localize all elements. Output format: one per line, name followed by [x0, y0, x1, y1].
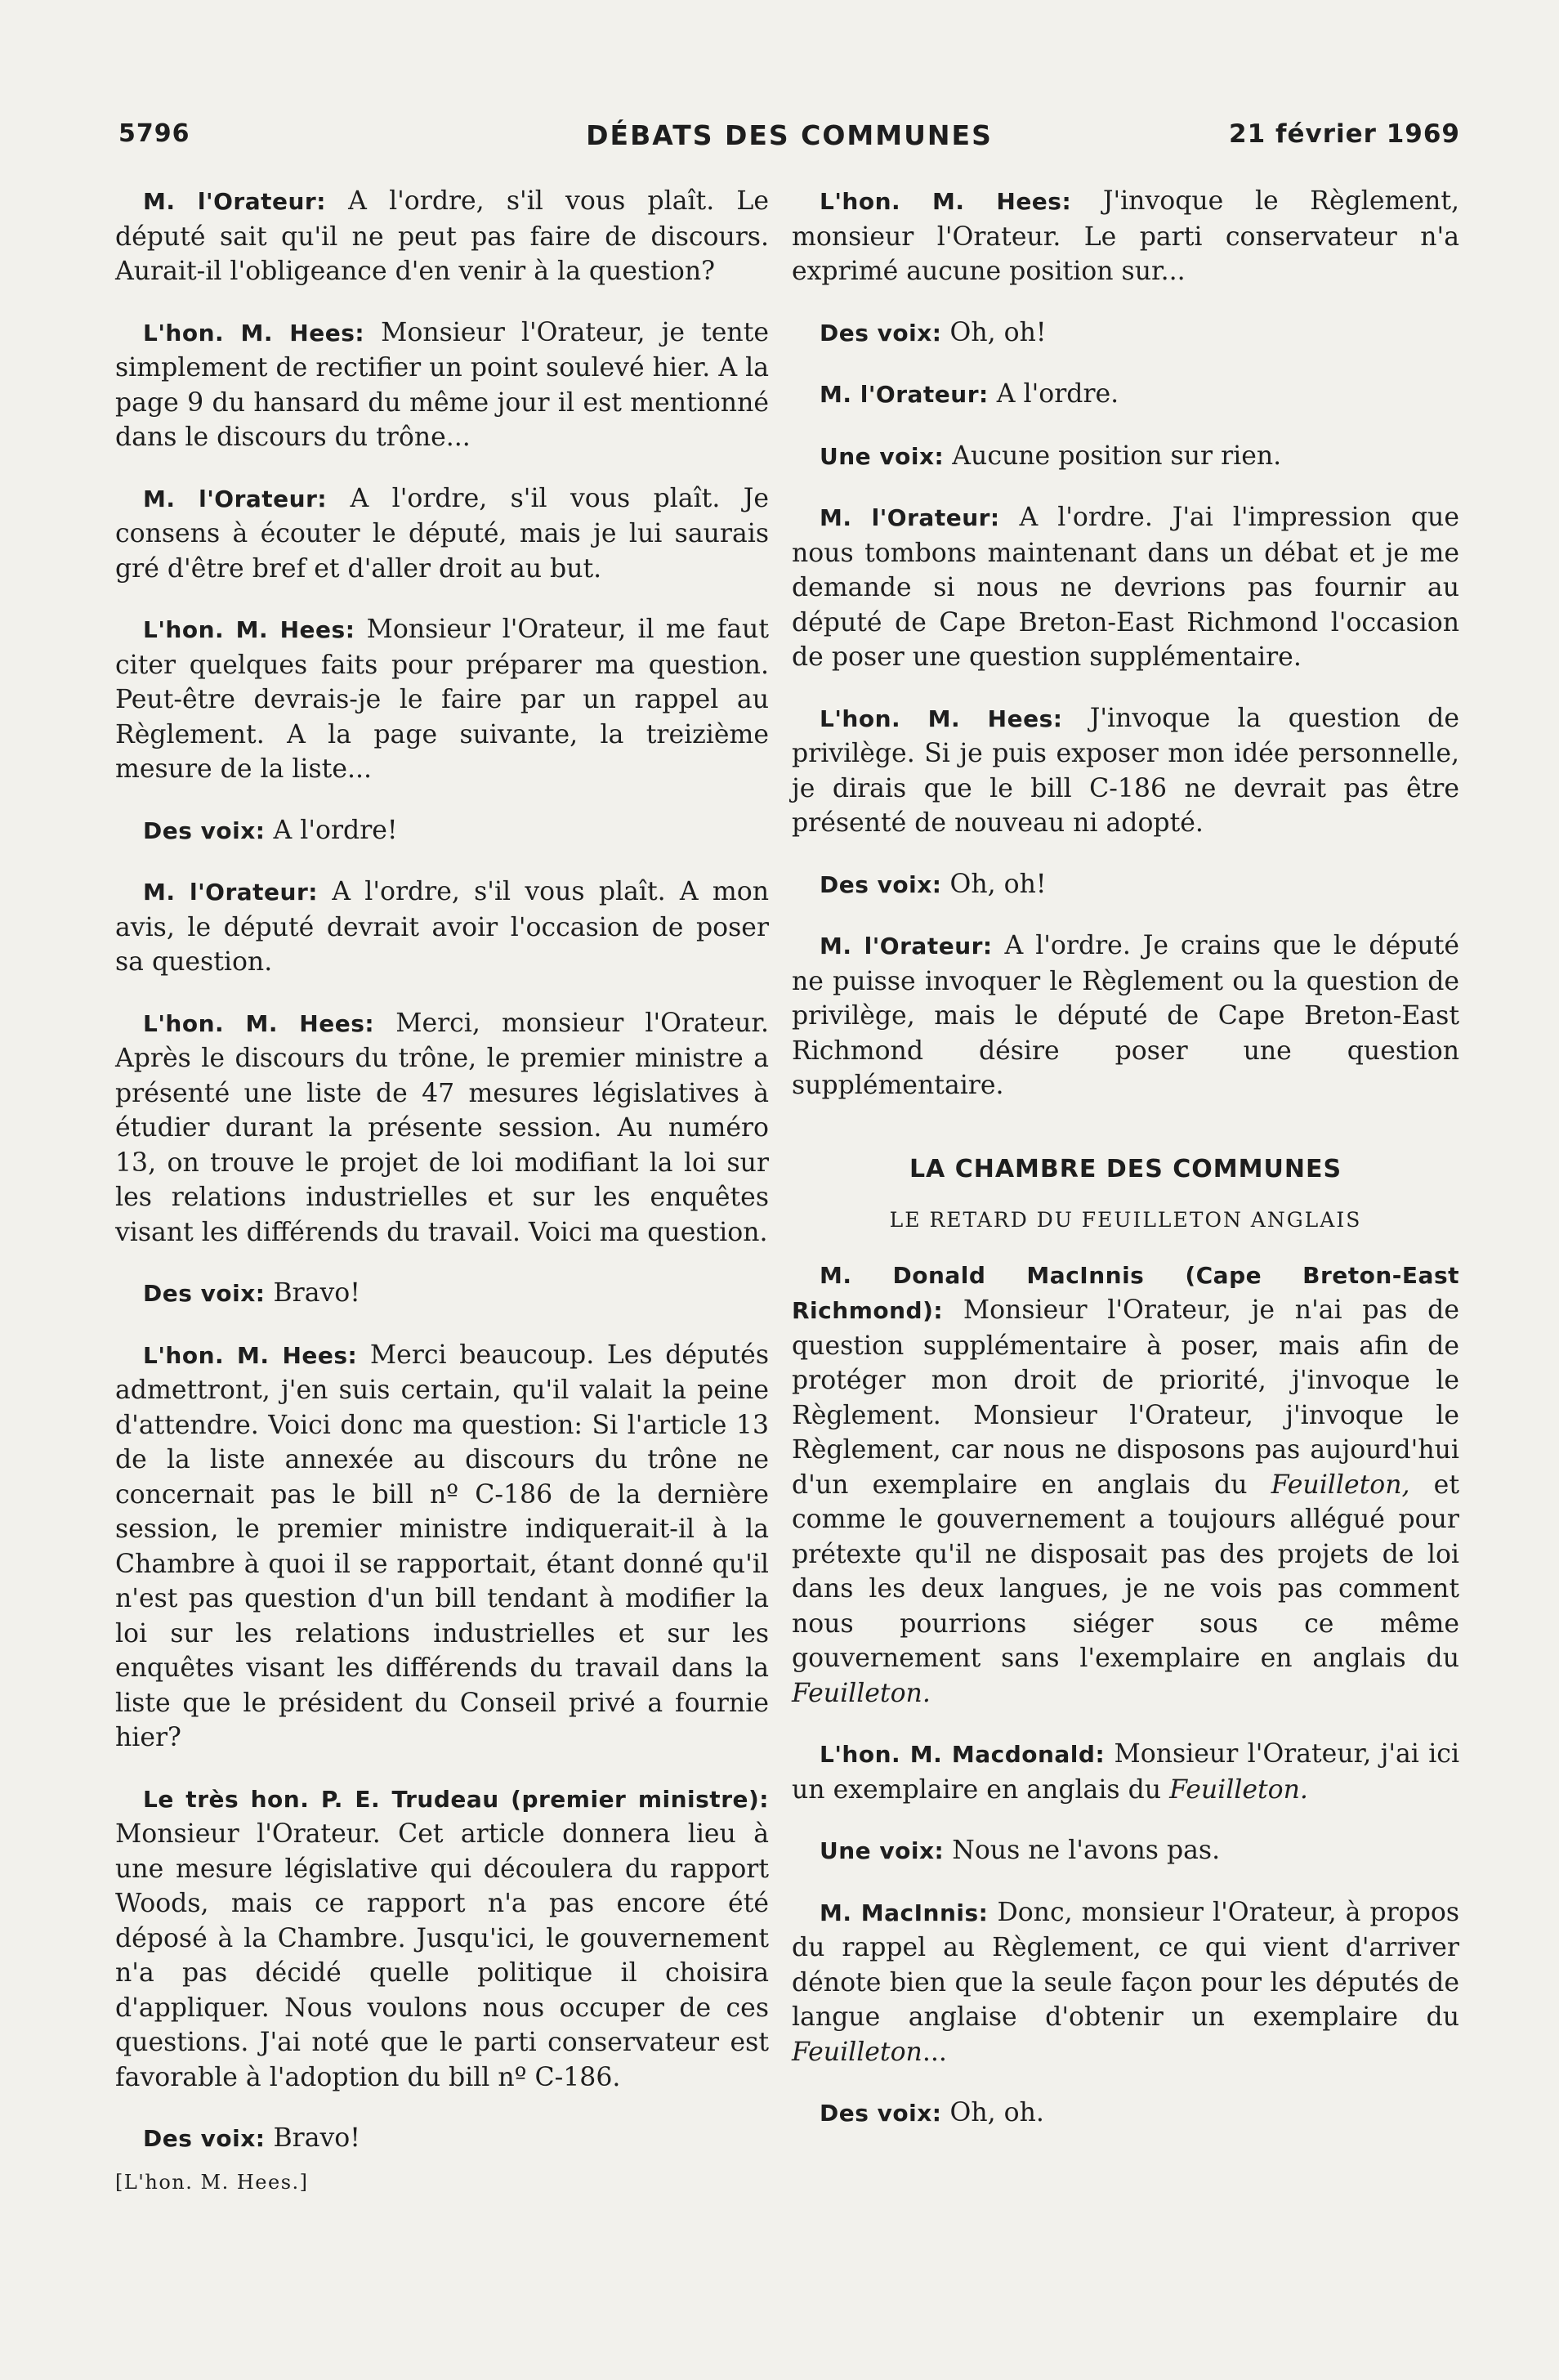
speech-text: Monsieur l'Orateur, je n'ai pas de question supplémentaire à poser, mais afin de protéger mon droit de priorité, j'invoque le Règlement. Monsieur l'Orateur, j'invoque le Règlement, car nous ne disposons pas aujourd'hui d'un exemplaire en anglais du [792, 1295, 1459, 1500]
speaker: L'hon. M. Macdonald: [820, 1741, 1106, 1768]
paragraph [115, 1338, 769, 1756]
left-column [115, 184, 769, 2219]
paragraph [792, 1833, 1459, 1869]
section-title: LA CHAMBRE DES COMMUNES [909, 1154, 1342, 1183]
speaker: M. l'Orateur: [143, 879, 318, 906]
speaker: M. l'Orateur: [820, 504, 1000, 531]
speech-text: Merci beaucoup. Les députés admettront, j'en suis certain, qu'il valait la peine d'attendre. Voici donc ma question: Si l'article 13 de la liste annexée au discours du trône ne concernait pas le bill nº C-186 de la dernière session, le premier ministre indiquerait-il à la Chambre à quoi il se rapportait, étant donné qu'il n'est pas question d'un bill tendant à modifier la loi sur les relations industrielles et sur les enquêtes visant les différends du travail dans la liste que le président du Conseil privé a fournie hier? [115, 1340, 769, 1752]
speech-text: Monsieur l'Orateur, je tente simplement de rectifier un point soulevé hier. A la page 9 du hansard du même jour il est mentionné dans le discours du trône... [115, 317, 769, 452]
speech-text: et comme le gouvernement a toujours allégué pour prétexte qu'il ne disposait pas des projets de loi dans les deux langues, je ne vois pas comment nous pourrions siéger sous ce même gouvernement sans l'exemplaire en anglais du [792, 1470, 1459, 1673]
paragraph [115, 813, 769, 849]
paragraph [115, 1006, 769, 1250]
speaker: Des voix: [143, 1280, 266, 1307]
speech-text: Monsieur l'Orateur. Cet article donnera lieu à une mesure législative qui découlera du rapport Woods, mais ce rapport n'a pas encore été déposé à la Chambre. Jusqu'ici, le gouvernement n'a pas décidé quelle politique il choisira d'appliquer. Nous voulons nous occuper de ces questions. J'ai noté que le parti conservateur est favorable à l'adoption du bill nº C-186. [115, 1819, 769, 2092]
paragraph [792, 315, 1459, 351]
paragraph [115, 2121, 769, 2157]
paragraph [115, 184, 769, 289]
speaker: L'hon. M. Hees: [820, 188, 1072, 215]
page-number: 5796 [118, 119, 190, 148]
speech-text: Nous ne l'avons pas. [952, 1836, 1221, 1865]
speech-text: A l'ordre! [273, 815, 398, 845]
paragraph [792, 2096, 1459, 2132]
speech-text: A l'ordre, s'il vous plaît. Je consens à écouter le député, mais je lui saurais gré d'être bref et d'aller droit au but. [115, 483, 769, 584]
italic-title: Feuilleton [792, 2037, 922, 2067]
speaker: Des voix: [820, 870, 942, 898]
speech-text: Oh, oh. [949, 2098, 1044, 2127]
paragraph [792, 439, 1459, 475]
speech-text: A l'ordre, s'il vous plaît. Le député sait qu'il ne peut pas faire de discours. Aurait-il l'obligeance d'en venir à la question? [115, 186, 769, 286]
speech-text: J'invoque la question de privilège. Si je puis exposer mon idée personnelle, je dirais que le bill C-186 ne devrait pas être présenté de nouveau ni adopté. [792, 703, 1459, 838]
speaker: M. l'Orateur: [143, 188, 326, 215]
speech-text: Donc, monsieur l'Orateur, à propos du rappel au Règlement, ce qui vient d'arriver dénote bien que la seule façon pour les députés de langue anglaise d'obtenir un exemplaire du [792, 1897, 1459, 2032]
paragraph [115, 875, 769, 980]
paragraph [115, 315, 769, 455]
speaker: L'hon. M. Hees: [143, 319, 365, 347]
paragraph [792, 701, 1459, 841]
italic-title: Feuilleton, [1271, 1470, 1410, 1500]
paragraph [792, 867, 1459, 903]
speech-text: Aucune position sur rien. [952, 441, 1282, 471]
speaker: M. MacInnis: [820, 1899, 989, 1926]
speaker: M. Donald MacInnis (Cape Breton-East Richmond): [792, 1261, 1459, 1324]
speech-text: Oh, oh! [949, 869, 1047, 899]
paragraph [792, 184, 1459, 289]
paragraph [115, 481, 769, 587]
paragraph [115, 612, 769, 787]
speaker-footnote: [L'hon. M. Hees.] [115, 2170, 309, 2194]
speech-text: ... [922, 2037, 947, 2067]
speaker: Des voix: [820, 319, 942, 347]
speaker: L'hon. M. Hees: [143, 1341, 358, 1369]
paragraph [115, 1782, 769, 2096]
speech-text: J'invoque le Règlement, monsieur l'Orateur. Le parti conservateur n'a exprimé aucune position sur... [792, 186, 1459, 286]
speaker: Une voix: [820, 442, 945, 470]
italic-title: Feuilleton. [792, 1678, 931, 1708]
paragraph [792, 928, 1459, 1103]
speaker: Des voix: [820, 2100, 942, 2127]
speaker: L'hon. M. Hees: [143, 1009, 375, 1037]
speaker: Le très hon. P. E. Trudeau (premier ministre): [143, 1785, 769, 1813]
speech-text: Bravo! [273, 2123, 360, 2153]
speaker: Une voix: [820, 1837, 945, 1864]
speaker: Des voix: [143, 816, 266, 844]
speech-text: Oh, oh! [949, 317, 1047, 347]
speech-text: Monsieur l'Orateur, il me faut citer quelques faits pour préparer ma question. Peut-être devrais-je le faire par un rappel au Règlement. A la page suivante, la treizième mesure de la liste... [115, 615, 769, 784]
paragraph [792, 1258, 1459, 1711]
paragraph [115, 1276, 769, 1312]
speech-text: A l'ordre. J'ai l'impression que nous tombons maintenant dans un débat et je me demande si nous ne devrions pas fournir au député de Cape Breton-East Richmond l'occasion de poser une question supplémentaire. [792, 503, 1459, 672]
paragraph [792, 1737, 1459, 1807]
speech-text: A l'ordre, s'il vous plaît. A mon avis, le député devrait avoir l'occasion de poser sa question. [115, 877, 769, 977]
right-column [792, 184, 1459, 2158]
italic-title: Feuilleton. [1169, 1774, 1308, 1805]
speech-text: Merci, monsieur l'Orateur. Après le discours du trône, le premier ministre a présenté une liste de 47 mesures législatives à étudier durant la présente session. Au numéro 13, on trouve le projet de loi modifiant la loi sur les relations industrielles et sur les enquêtes visant les différends du travail. Voici ma question. [115, 1008, 769, 1247]
paragraph [792, 377, 1459, 413]
page-header [118, 119, 1460, 157]
page-date: 21 février 1969 [1229, 119, 1460, 149]
running-title: DÉBATS DES COMMUNES [586, 119, 993, 151]
speaker: M. l'Orateur: [820, 381, 989, 408]
speech-text: Bravo! [273, 1278, 360, 1308]
speech-text: A l'ordre. [996, 379, 1119, 409]
speaker: M. l'Orateur: [143, 485, 328, 512]
speaker: Des voix: [143, 2125, 266, 2152]
speech-text: A l'ordre. Je crains que le député ne puisse invoquer le Règlement ou la question de privilège, mais le député de Cape Breton-East Richmond désire poser une question supplémentaire. [792, 931, 1459, 1100]
speaker: M. l'Orateur: [820, 933, 993, 960]
paragraph [792, 500, 1459, 675]
speaker: L'hon. M. Hees: [820, 705, 1063, 732]
paragraph [792, 1895, 1459, 2070]
subsection-title: LE RETARD DU FEUILLETON ANGLAIS [889, 1208, 1362, 1232]
speaker: L'hon. M. Hees: [143, 616, 355, 643]
speech-text: Monsieur l'Orateur, j'ai ici un exemplaire en anglais du [792, 1739, 1460, 1805]
